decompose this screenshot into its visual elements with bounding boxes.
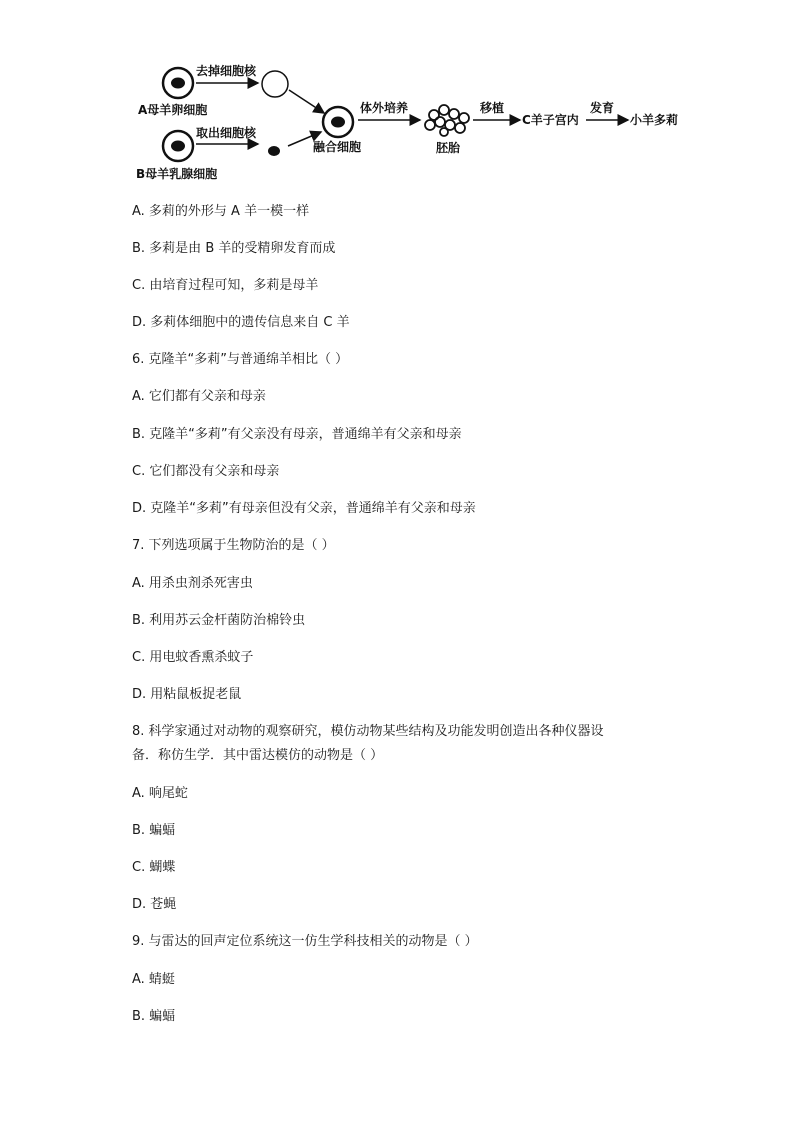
mammary-cell-b-nucleus (171, 141, 185, 152)
q5-option-a: A. 多莉的外形与 A 羊一模一样 (132, 204, 310, 219)
label-culture: 体外培养 (360, 101, 409, 115)
cloning-process-diagram (128, 60, 688, 190)
egg-cell-a-nucleus (171, 78, 185, 89)
q7-option-c: C. 用电蚊香熏杀蚊子 (132, 650, 254, 665)
q8-option-b: B. 蝙蝠 (132, 823, 176, 838)
enucleated-egg (262, 71, 288, 97)
q6-option-c: C. 它们都没有父亲和母亲 (132, 464, 280, 479)
q9-option-a: A. 蜻蜓 (132, 972, 175, 987)
q6-stem: 6. 克隆羊“多莉”与普通绵羊相比（ ） (132, 352, 349, 367)
label-take-nucleus: 取出细胞核 (196, 126, 257, 140)
q8-stem-line1: 8. 科学家通过对动物的观察研究，模仿动物某些结构及功能发明创造出各种仪器设 (132, 724, 604, 739)
q9-stem: 9. 与雷达的回声定位系统这一仿生学科技相关的动物是（ ） (132, 934, 478, 949)
arrow-egg-to-fused (289, 90, 324, 113)
q5-option-c: C. 由培育过程可知，多莉是母羊 (132, 278, 319, 293)
label-embryo: 胚胎 (436, 141, 461, 155)
q7-option-a: A. 用杀虫剂杀死害虫 (132, 576, 253, 591)
q5-option-b: B. 多莉是由 B 羊的受精卵发育而成 (132, 241, 336, 256)
q8-option-d: D. 苍蝇 (132, 897, 177, 912)
q6-option-a: A. 它们都有父亲和母亲 (132, 389, 266, 404)
label-dolly: 小羊多莉 (630, 113, 679, 127)
embryo-icon (425, 105, 469, 136)
label-fused-cell: 融合细胞 (313, 140, 362, 154)
q8-stem-line2: 备．称仿生学．其中雷达模仿的动物是（ ） (132, 748, 384, 763)
label-c-uterus: C羊子宫内 (522, 113, 579, 127)
isolated-nucleus (268, 146, 280, 156)
fused-cell-nucleus (331, 117, 345, 128)
label-a-egg-cell: A母羊卵细胞 (138, 103, 208, 117)
q5-option-d: D. 多莉体细胞中的遗传信息来自 C 羊 (132, 315, 350, 330)
q9-option-b: B. 蝙蝠 (132, 1009, 176, 1024)
q6-option-d: D. 克隆羊“多莉”有母亲但没有父亲，普通绵羊有父亲和母亲 (132, 501, 476, 516)
q7-option-b: B. 利用苏云金杆菌防治棉铃虫 (132, 613, 306, 628)
q8-option-c: C. 蝴蝶 (132, 860, 176, 875)
label-remove-nucleus: 去掉细胞核 (196, 64, 257, 78)
q7-option-d: D. 用粘鼠板捉老鼠 (132, 687, 242, 702)
q8-option-a: A. 响尾蛇 (132, 786, 188, 801)
q6-option-b: B. 克隆羊“多莉”有父亲没有母亲，普通绵羊有父亲和母亲 (132, 427, 462, 442)
label-b-mammary-cell: B母羊乳腺细胞 (136, 167, 218, 181)
label-develop: 发育 (590, 101, 615, 115)
q7-stem: 7. 下列选项属于生物防治的是（ ） (132, 538, 335, 553)
label-transplant: 移植 (480, 101, 505, 115)
